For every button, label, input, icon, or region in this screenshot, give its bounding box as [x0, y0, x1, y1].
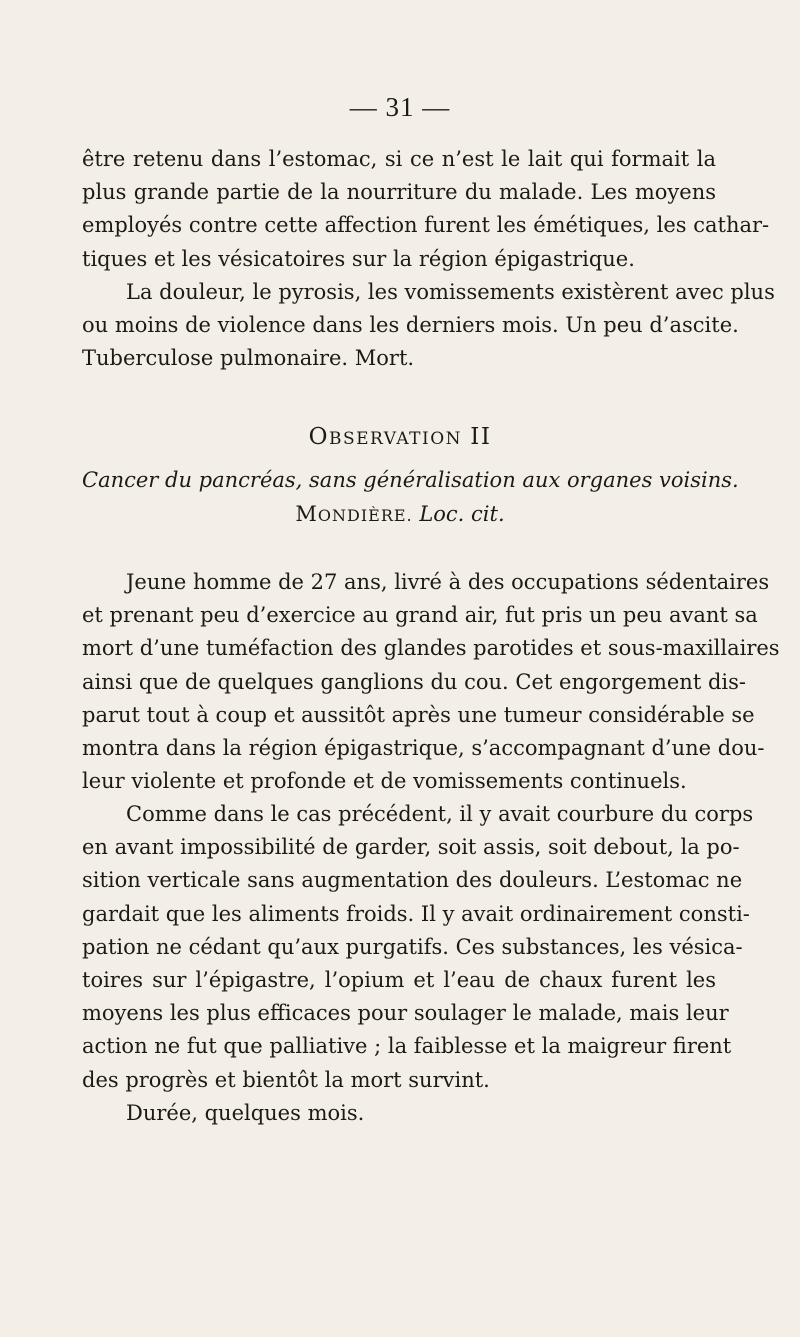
text-line: parut tout à coup et aussitôt après une tumeur considérable se: [82, 702, 755, 727]
text-line: montra dans la région épigastrique, s’accompagnant d’une dou-: [82, 736, 765, 761]
text-line: gardait que les aliments froids. Il y avait ordinairement consti-: [82, 901, 750, 926]
text-line: en avant impossibilité de garder, soit assis, soit debout, la po-: [82, 835, 740, 860]
text-line: employés contre cette affection furent les émétiques, les cathar-: [82, 213, 770, 238]
observation-subtitle: Cancer du pancréas, sans généralisation aux organes voisins.: [82, 468, 739, 492]
text-line: pation ne cédant qu’aux purgatifs. Ces substances, les vésica-: [82, 934, 743, 959]
text-line: toires sur l’épigastre, l’opium et l’eau de chaux furent les: [82, 968, 716, 993]
paragraph-course: [82, 798, 754, 1130]
text-line: Comme dans le cas précédent, il y avait courbure du corps: [126, 802, 754, 826]
paragraph-continuation: [82, 143, 770, 276]
author-rest: ONDIÈRE.: [317, 506, 413, 525]
observation-heading: [0, 424, 800, 450]
text-line: Durée, quelques mois.: [126, 1100, 365, 1125]
text-line: action ne fut que palliative ; la faiblesse et la maigreur firent: [82, 1034, 732, 1059]
text-line: tiques et les vésicatoires sur la région épigastrique.: [82, 246, 635, 271]
text-line: mort d’une tuméfaction des glandes parotides et sous-maxillaires: [82, 636, 780, 661]
text-line: ainsi que de quelques ganglions du cou. Cet engorgement dis-: [82, 669, 746, 694]
heading-number: II: [470, 424, 492, 450]
text-line: moyens les plus efficaces pour soulager le malade, mais leur: [82, 1001, 729, 1026]
text-line: plus grande partie de la nourriture du malade. Les moyens: [82, 180, 716, 205]
text-line: sition verticale sans augmentation des douleurs. L’estomac ne: [82, 868, 743, 893]
text-line: être retenu dans l’estomac, si ce n’est le lait qui formait la: [82, 147, 716, 171]
author-reference: [0, 502, 800, 526]
citation: Loc. cit.: [419, 502, 505, 526]
text-line: des progrès et bientôt la mort survint.: [82, 1067, 490, 1092]
paragraph-symptoms: [82, 276, 775, 376]
heading-rest: BSERVATION: [328, 429, 463, 449]
text-line: ou moins de violence dans les derniers mois. Un peu d’ascite.: [82, 313, 739, 338]
page-number: — 31 —: [349, 92, 451, 122]
paragraph-case: [82, 566, 780, 798]
text-line: Jeune homme de 27 ans, livré à des occupations sédentaires: [126, 570, 770, 594]
text-line: Tuberculose pulmonaire. Mort.: [82, 346, 415, 371]
text-line: leur violente et profonde et de vomissements continuels.: [82, 769, 687, 794]
text-line: et prenant peu d’exercice au grand air, fut pris un peu avant sa: [82, 603, 758, 628]
heading-initial: O: [308, 424, 329, 450]
text-line: La douleur, le pyrosis, les vomissements existèrent avec plus: [126, 280, 775, 304]
author-initial: M: [295, 502, 318, 526]
